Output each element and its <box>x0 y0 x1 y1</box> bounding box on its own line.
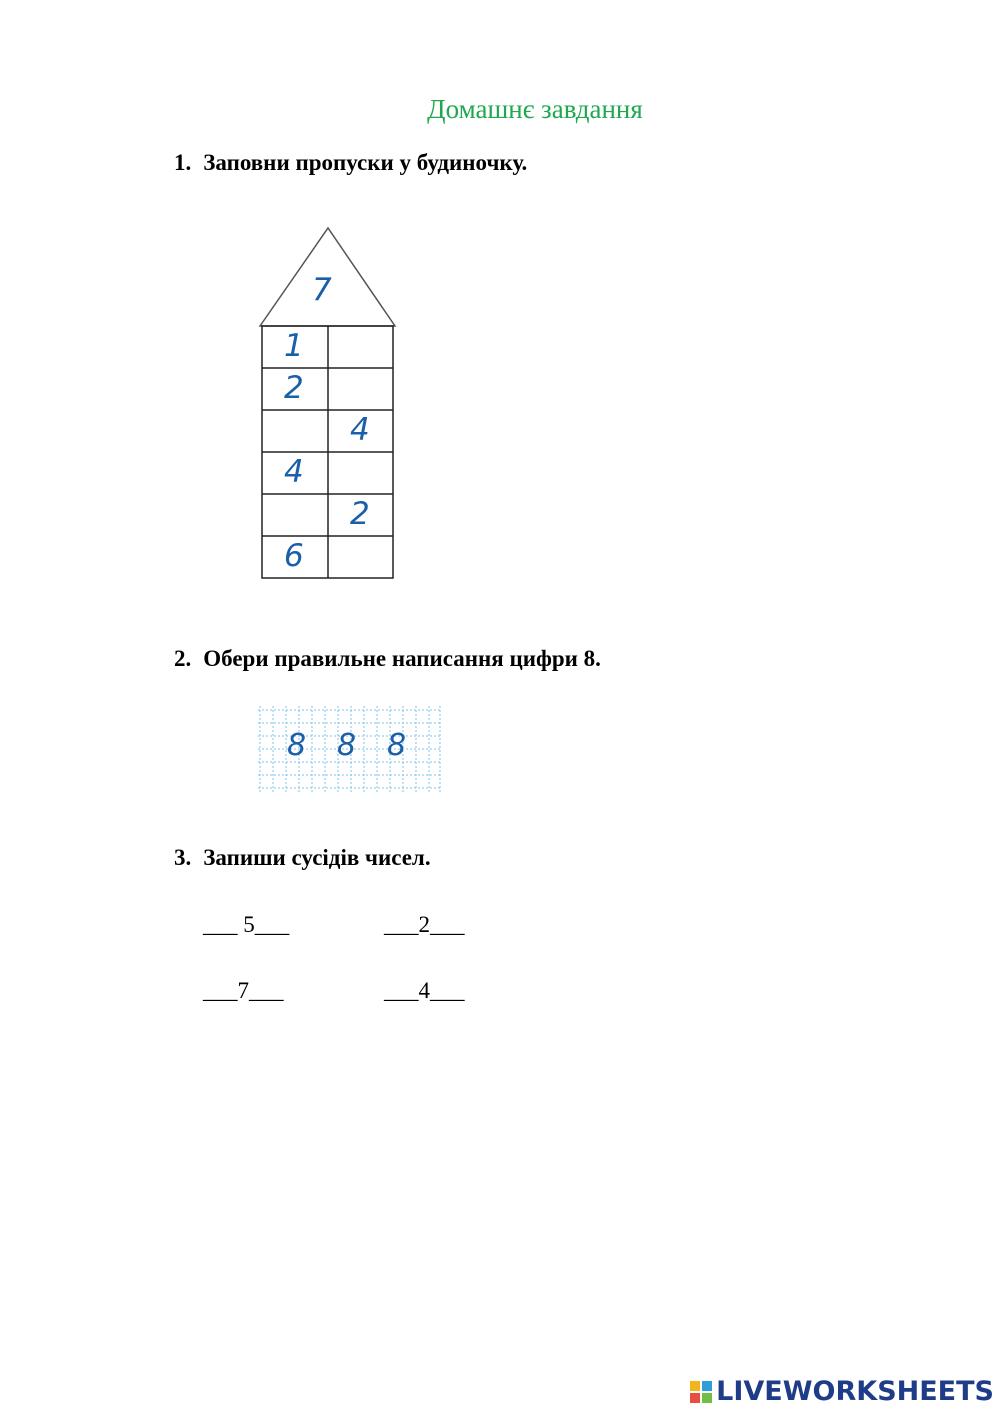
task-1-text: Заповни пропуски у будиночку. <box>203 150 528 175</box>
neighbors-row-2-b[interactable]: ___4___ <box>384 978 465 1003</box>
neighbors-row-1-b[interactable]: ___2___ <box>384 912 465 937</box>
liveworksheets-logo <box>690 1376 994 1407</box>
neighbors-row-1-a[interactable]: ___ 5___ <box>203 912 290 937</box>
task-3-heading <box>174 845 431 871</box>
cell-row3-right: 4 <box>350 412 370 448</box>
task-2-number: 2. <box>174 646 192 671</box>
task-3-number: 3. <box>174 845 192 870</box>
task-2-heading <box>174 646 601 672</box>
task-1-heading <box>174 150 527 176</box>
cell-row1-left: 1 <box>284 328 304 364</box>
task-1-number: 1. <box>174 150 192 175</box>
cell-row6-left: 6 <box>284 538 304 574</box>
eight-option-3[interactable]: 8 <box>387 728 407 763</box>
cell-row4-left: 4 <box>284 454 304 490</box>
eight-option-2[interactable]: 8 <box>337 728 357 763</box>
eight-option-1[interactable]: 8 <box>287 728 307 763</box>
neighbors-row-2-a[interactable]: ___7___ <box>203 978 284 1003</box>
logo-text: LIVEWORKSHEETS <box>716 1376 994 1407</box>
cell-row5-right: 2 <box>350 496 370 532</box>
logo-mark-icon <box>690 1381 712 1403</box>
house-cells <box>262 326 393 578</box>
cell-row2-left: 2 <box>284 370 304 406</box>
page-title: Домашнє завдання <box>427 94 643 124</box>
task-3-text: Запиши сусідів чисел. <box>203 845 431 870</box>
roof-number: 7 <box>312 272 332 308</box>
task-2-text: Обери правильне написання цифри 8. <box>203 646 601 671</box>
